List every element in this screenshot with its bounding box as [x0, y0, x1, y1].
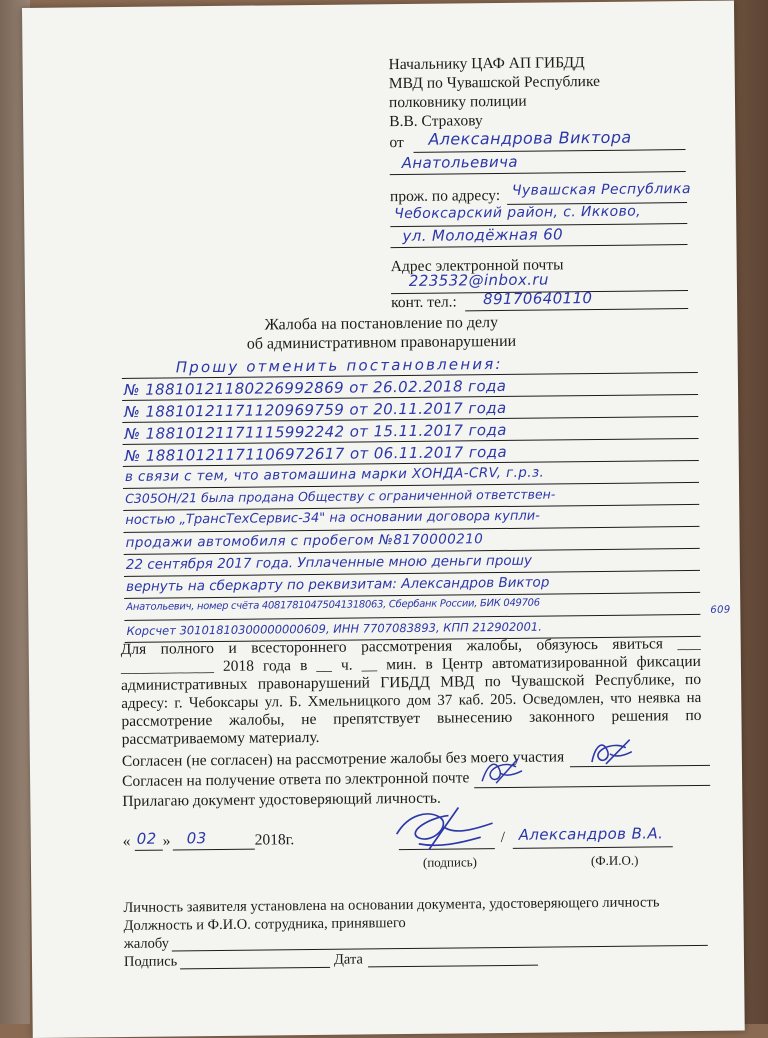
body-hand-11: вернуть на сберкарту по реквизитам: Александров Виктор — [125, 574, 550, 595]
addressee-line-3: полковнику полиции — [388, 92, 527, 112]
body-hand-10: 22 сентября 2017 года. Уплаченные мною деньги прошу — [125, 552, 533, 573]
email-value: 223532@inbox.ru — [408, 270, 549, 290]
from-label: от — [389, 134, 404, 152]
body-hand-12: Анатольевич, номер счёта 40817810475041318063, Сбербанк России, БИК 049706 — [126, 597, 540, 613]
footer-date-label: Дата — [333, 951, 363, 968]
footer-date-line — [368, 965, 538, 968]
fio-line — [513, 846, 673, 849]
body-hand-6: в связи с тем, что автомашина марки ХОНДА-CRV, г.р.з. — [124, 464, 545, 485]
date-quote-open: « — [122, 832, 131, 850]
address-value-2: Чебоксарский район, с. Икково, — [394, 203, 642, 223]
phone-line — [465, 308, 688, 311]
address-value-3: ул. Молодёжная 60 — [402, 225, 564, 246]
date-quote-close: » — [162, 832, 171, 850]
body-hand-4: № 18810121171115992242 от 15.11.2017 года — [124, 420, 507, 443]
phone-value: 89170640110 — [482, 289, 593, 309]
consent-no-presence: Согласен (не согласен) на рассмотрение жалобы без моего участия — [121, 748, 565, 770]
footer-sign-label: Подпись — [123, 953, 178, 970]
footer-sign-line — [180, 967, 330, 970]
date-month-line — [173, 849, 255, 851]
address-value-1: Чувашская Республика — [511, 181, 692, 199]
consent-signature-1 — [586, 734, 636, 771]
footer-officer: Должность и Ф.И.О. сотрудника, принявшего — [123, 915, 406, 934]
body-print-5: рассмотрение жалобы, не препятствует вынесению законного решения по — [121, 706, 702, 730]
side-note: 609 — [710, 604, 731, 616]
body-print-4: адресу: г. Чебоксары ул. Б. Хмельницкого дом 37 каб. 205. Осведомлен, что неявка на — [121, 689, 702, 712]
body-print-1: Для полного и всестороннего рассмотрения жалобы, обязуюсь явиться ___ — [120, 634, 701, 659]
fio-caption: (Ф.И.О.) — [590, 852, 639, 869]
footer-complaint: жалобу — [123, 935, 170, 952]
applicant-signature — [388, 803, 499, 856]
date-day: 02 — [136, 829, 157, 848]
addressee-line-2: МВД по Чувашской Республике — [388, 72, 601, 93]
from-line-1 — [414, 149, 686, 153]
body-hand-1: Прошу отменить постановления: — [175, 354, 503, 377]
body-hand-9: продажи автомобиля с пробегом №8170000210 — [125, 531, 484, 551]
from-value-2: Анатольевича — [401, 152, 519, 173]
document-sheet — [22, 1, 745, 1038]
signature-separator: / — [500, 828, 506, 847]
fio-handwritten: Александров В.А. — [518, 824, 664, 844]
title-line-2: об административном правонарушении — [246, 332, 517, 353]
body-hand-3: № 18810121171120969759 от 20.11.2017 года — [124, 398, 507, 421]
body-hand-8: ностью „ТрансТехСервис-34" на основании договора купли- — [125, 508, 540, 528]
date-year: 2018г. — [254, 831, 295, 849]
body-print-2: ____________ 2018 года в __ ч. __ мин. в Центр автоматизированной фиксации — [120, 652, 701, 676]
date-month: 03 — [186, 829, 207, 848]
body-hand-7: С305ОН/21 была продана Обществу с ограниченной ответствен- — [125, 486, 556, 506]
body-hand-5: № 18810121171106972617 от 06.11.2017 года — [124, 442, 508, 465]
attachment-note: Прилагаю документ удостоверяющий личность. — [122, 789, 441, 810]
body-print-3: административных правонарушений ГИБДД МВД по Чувашской Республике, по — [121, 670, 702, 694]
consent-signature-2 — [478, 755, 524, 789]
signature-caption: (подпись) — [422, 854, 478, 870]
email-label: Адрес электронной почты — [390, 256, 564, 276]
address-label: прож. по адресу: — [389, 187, 501, 206]
body-hand-13: Корсчет 30101810300000000609, ИНН 7707083893, КПП 212902001. — [126, 619, 542, 638]
title-line-1: Жалоба на постановление по делу — [264, 314, 499, 334]
date-day-line — [135, 850, 163, 851]
footer-identity: Личность заявителя установлена на основании документа, удостоверяющего личность — [123, 894, 660, 916]
consent-email: Согласен на получение ответа по электронной почте — [122, 769, 470, 790]
footer-complaint-line — [172, 945, 708, 952]
body-line-12 — [124, 614, 700, 621]
body-hand-2: № 18810121180226992869 от 26.02.2018 года — [123, 376, 507, 399]
from-value-1: Александрова Виктора — [428, 127, 632, 149]
addressee-line-1: Начальнику ЦАФ АП ГИБДД — [388, 54, 585, 74]
addressee-line-4: В.В. Страхову — [389, 112, 483, 131]
body-print-6: рассматриваемому материалу. — [121, 728, 320, 748]
phone-label: конт. тел.: — [391, 293, 457, 312]
